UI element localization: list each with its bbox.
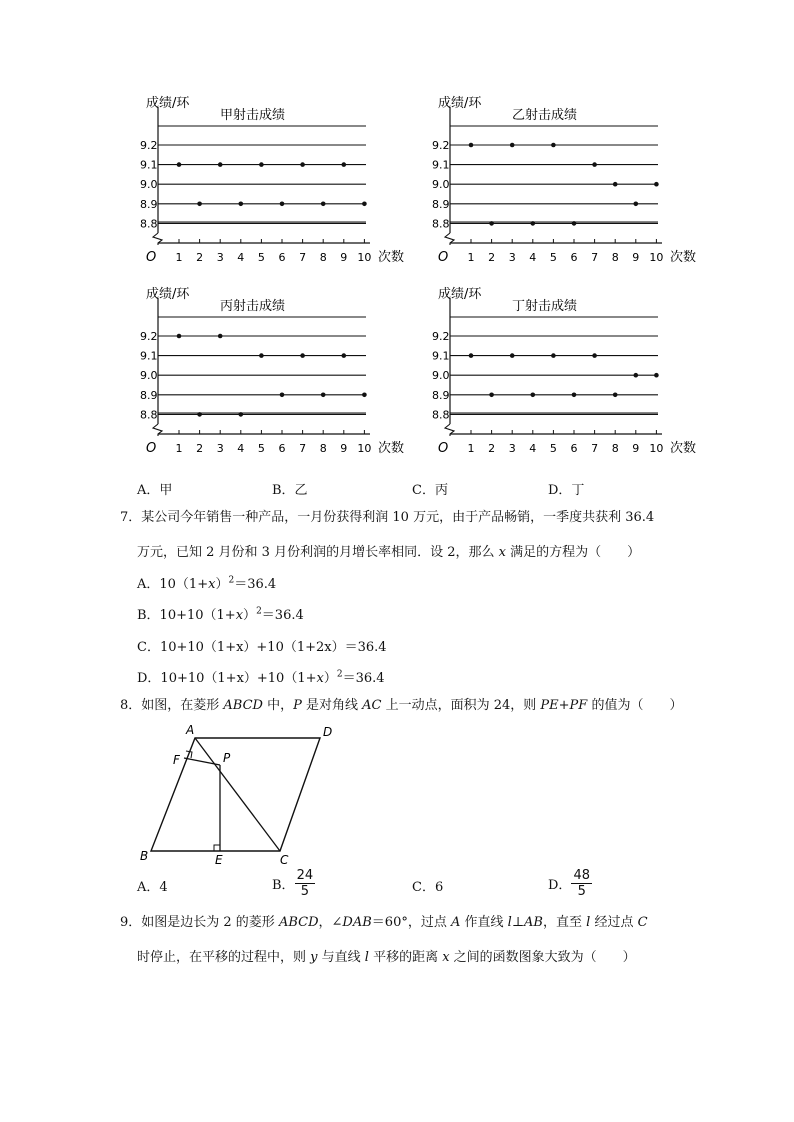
q9-text: 时停止，在平移的过程中，则	[137, 950, 311, 965]
x-tick-label: 3	[216, 442, 224, 455]
x-tick-label: 5	[549, 442, 557, 455]
data-point	[613, 393, 618, 398]
y-tick-label: 8.8	[432, 408, 450, 422]
q8-text: 是对角线	[301, 698, 363, 713]
y-tick-label: 8.9	[432, 197, 450, 211]
y-tick-label: 8.8	[140, 408, 158, 422]
data-point	[218, 334, 223, 339]
q7-text: 万元，已知 2 月份和 3 月份利润的月增长率相同．设 2，那么	[137, 545, 499, 560]
x-tick-label: 8	[319, 251, 327, 264]
x-tick-label: 7	[299, 251, 307, 264]
x-tick-label: 1	[467, 251, 475, 264]
q9-var: AB	[524, 915, 543, 930]
y-tick-label: 9.1	[140, 349, 158, 363]
q8-option-d[interactable]	[548, 868, 592, 899]
origin-label: O	[146, 250, 157, 265]
q8-var: ABCD	[223, 698, 263, 713]
origin-label: O	[146, 441, 157, 456]
data-point	[197, 412, 202, 417]
y-tick-label: 9.2	[140, 330, 158, 343]
x-tick-label: 3	[216, 251, 224, 264]
q9-var: ABCD	[278, 915, 319, 930]
q9-text: ，直至	[543, 915, 587, 930]
q8-opt-prefix: B．	[272, 878, 295, 893]
q7-opt-sup: 2	[228, 575, 235, 586]
q6-option-c[interactable]: C．丙	[412, 483, 448, 498]
diagonal-ac	[195, 738, 280, 851]
x-tick-label: 9	[632, 442, 640, 455]
chart-title: 乙射击成绩	[512, 108, 578, 123]
q7-opt-text: ）	[243, 608, 257, 623]
q8-text: 中，	[262, 698, 294, 713]
q9-text: 9．如图是边长为 2 的菱形	[120, 915, 279, 930]
data-point	[197, 202, 202, 207]
x-tick-label: 1	[467, 442, 475, 455]
q7-opt-text: ＝36.4	[234, 577, 277, 592]
y-tick-label: 8.8	[432, 217, 450, 231]
x-tick-label: 8	[319, 442, 327, 455]
x-tick-label: 9	[632, 251, 640, 264]
data-point	[592, 353, 597, 358]
x-tick-label: 8	[611, 251, 619, 264]
label-c: C	[280, 853, 289, 867]
data-point	[321, 393, 326, 398]
x-tick-label: 3	[508, 251, 516, 264]
data-point	[634, 202, 639, 207]
chart-jia	[140, 95, 420, 275]
fraction-numerator: 48	[573, 868, 590, 883]
label-a: A	[186, 723, 195, 737]
y-tick-label: 8.8	[140, 217, 158, 231]
q6-option-b[interactable]: B．乙	[272, 483, 308, 498]
x-tick-label: 2	[196, 442, 204, 455]
chart-ding	[432, 286, 712, 466]
y-tick-label: 9.0	[140, 178, 158, 192]
q9-text: ，∠	[318, 915, 343, 930]
x-tick-label: 9	[340, 442, 348, 455]
x-tick-label: 10	[649, 442, 664, 455]
label-d: D	[323, 725, 333, 739]
x-tick-label: 5	[257, 442, 265, 455]
x-tick-label: 4	[237, 251, 245, 264]
data-point	[300, 162, 305, 167]
label-e: E	[215, 853, 223, 867]
data-point	[239, 412, 244, 417]
q7-stem-line1: 7．某公司今年销售一种产品，一月份获得利润 10 万元，由于产品畅销，一季度共获利 36.4	[120, 510, 655, 525]
data-point	[177, 162, 182, 167]
data-point	[551, 353, 556, 358]
q7-option-c[interactable]: C．10+10（1+x）+10（1+2x）＝36.4	[137, 640, 387, 655]
x-tick-label: 4	[529, 251, 537, 264]
data-point	[531, 221, 536, 226]
origin-label: O	[438, 441, 449, 456]
y-tick-label: 9.1	[432, 158, 450, 172]
x-tick-label: 4	[237, 442, 245, 455]
data-point	[489, 221, 494, 226]
data-point	[634, 373, 639, 378]
chart-title: 丁射击成绩	[512, 299, 578, 314]
data-point	[510, 353, 515, 358]
y-tick-label: 9.0	[432, 369, 450, 383]
q9-stem-line2	[137, 946, 636, 965]
data-point	[510, 143, 515, 148]
q7-opt-var: x	[235, 608, 244, 623]
segment-pf	[184, 758, 220, 765]
x-tick-label: 10	[357, 251, 372, 264]
x-tick-label: 3	[508, 442, 516, 455]
q8-option-c[interactable]: C．6	[412, 880, 444, 895]
data-point	[177, 334, 182, 339]
y-tick-label: 8.9	[140, 197, 158, 211]
q8-text: 上一动点，面积为 24，则	[381, 698, 541, 713]
data-point	[489, 393, 494, 398]
x-tick-label: 7	[591, 251, 599, 264]
q9-text: ⊥	[511, 915, 525, 930]
q8-text: 8．如图，在菱形	[120, 698, 224, 713]
q6-option-a[interactable]: A．甲	[137, 483, 173, 498]
y-tick-label: 8.9	[140, 388, 158, 402]
origin-label: O	[438, 250, 449, 265]
chart-title: 甲射击成绩	[220, 108, 286, 123]
q9-text: 之间的函数图象大致为（ ）	[449, 950, 636, 965]
x-tick-label: 6	[278, 251, 286, 264]
chart-yi	[432, 95, 712, 275]
q7-option-b[interactable]	[137, 604, 304, 623]
q7-text: 满足的方程为（ ）	[505, 545, 641, 560]
q7-option-a[interactable]	[137, 573, 276, 592]
x-tick-label: 2	[488, 442, 496, 455]
data-point	[321, 202, 326, 207]
x-axis-label: 次数	[670, 441, 697, 456]
q8-var: PE+PF	[540, 698, 588, 713]
q6-option-d[interactable]: D．丁	[548, 483, 585, 498]
x-tick-label: 6	[570, 251, 578, 264]
q8-var: AC	[362, 698, 382, 713]
data-point	[259, 353, 264, 358]
q8-stem	[120, 697, 683, 715]
chart-title: 丙射击成绩	[220, 299, 286, 314]
x-tick-label: 10	[649, 251, 664, 264]
q7-opt-text: ＝36.4	[342, 671, 385, 686]
y-tick-label: 9.1	[140, 158, 158, 172]
fraction-denominator: 5	[577, 884, 586, 899]
x-tick-label: 2	[488, 251, 496, 264]
x-tick-label: 5	[257, 251, 265, 264]
q7-opt-text: ）	[323, 671, 337, 686]
x-tick-label: 10	[357, 442, 372, 455]
x-tick-label: 4	[529, 442, 537, 455]
data-point	[551, 143, 556, 148]
q9-var: A	[450, 915, 461, 930]
q7-opt-text: D．10+10（1+x）+10（1+	[137, 671, 317, 686]
q8-option-a[interactable]: A．4	[137, 880, 168, 895]
q9-text: 经过点	[590, 915, 638, 930]
data-point	[469, 143, 474, 148]
data-point	[469, 353, 474, 358]
x-axis-label: 次数	[378, 250, 405, 265]
data-point	[280, 202, 285, 207]
q8-opt-prefix: D．	[548, 878, 572, 893]
data-point	[362, 393, 367, 398]
q9-text: ＝60°，过点	[371, 915, 451, 930]
data-point	[572, 393, 577, 398]
x-tick-label: 1	[175, 442, 183, 455]
q8-text: 的值为（ ）	[587, 698, 683, 713]
q8-option-b[interactable]	[272, 868, 315, 899]
x-tick-label: 6	[278, 442, 286, 455]
right-angle-e	[214, 845, 220, 851]
q7-opt-text: ）	[215, 577, 229, 592]
fraction-48-5	[571, 868, 592, 899]
q9-var: l	[364, 950, 369, 965]
y-tick-label: 9.2	[140, 139, 158, 152]
label-p: P	[223, 751, 231, 765]
q7-opt-sup: 2	[336, 669, 343, 680]
chart-bing	[140, 286, 420, 466]
q8-var: P	[293, 698, 302, 713]
x-axis-label: 次数	[670, 250, 697, 265]
x-tick-label: 9	[340, 251, 348, 264]
x-tick-label: 7	[591, 442, 599, 455]
data-point	[654, 182, 659, 187]
y-tick-label: 9.0	[140, 369, 158, 383]
q7-option-d[interactable]	[137, 667, 385, 686]
label-b: B	[140, 849, 149, 863]
data-point	[342, 162, 347, 167]
q8-rhombus-figure	[135, 720, 345, 870]
data-point	[362, 202, 367, 207]
q9-var: y	[310, 950, 318, 965]
q9-text: 作直线	[460, 915, 508, 930]
data-point	[280, 393, 285, 398]
q7-stem-line2	[137, 541, 640, 560]
data-point	[654, 373, 659, 378]
q9-var: C	[637, 915, 648, 930]
q7-opt-text: B．10+10（1+	[137, 608, 236, 623]
data-point	[613, 182, 618, 187]
fraction-denominator: 5	[300, 884, 309, 899]
x-tick-label: 8	[611, 442, 619, 455]
data-point	[259, 162, 264, 167]
q7-opt-var: x	[208, 577, 216, 592]
y-tick-label: 9.0	[432, 178, 450, 192]
y-tick-label: 9.1	[432, 349, 450, 363]
x-tick-label: 5	[549, 251, 557, 264]
q7-opt-sup: 2	[256, 606, 262, 617]
q7-opt-text: A．10（1+	[137, 577, 209, 592]
data-point	[300, 353, 305, 358]
y-tick-label: 8.9	[432, 388, 450, 402]
q9-text: 平移的距离	[368, 950, 443, 965]
label-f: F	[173, 753, 180, 767]
q9-stem-line1	[120, 914, 680, 932]
data-point	[342, 353, 347, 358]
q7-var: x	[498, 545, 506, 560]
y-axis-label: 成绩/环	[146, 96, 190, 111]
x-tick-label: 7	[299, 442, 307, 455]
x-tick-label: 2	[196, 251, 204, 264]
q9-var: DAB	[342, 915, 372, 930]
data-point	[218, 162, 223, 167]
q9-text: 与直线	[317, 950, 365, 965]
data-point	[531, 393, 536, 398]
q9-var: l	[507, 915, 512, 930]
data-point	[592, 162, 597, 167]
y-axis-label: 成绩/环	[438, 96, 482, 111]
y-tick-label: 9.2	[432, 139, 450, 152]
y-tick-label: 9.2	[432, 330, 450, 343]
y-axis-label: 成绩/环	[438, 287, 482, 302]
data-point	[239, 202, 244, 207]
x-tick-label: 1	[175, 251, 183, 264]
fraction-24-5	[295, 868, 316, 899]
q7-opt-text: ＝36.4	[261, 608, 304, 623]
y-axis-label: 成绩/环	[146, 287, 190, 302]
x-tick-label: 6	[570, 442, 578, 455]
fraction-numerator: 24	[296, 868, 314, 883]
q9-var: x	[442, 950, 450, 965]
q7-opt-var: x	[316, 671, 324, 686]
x-axis-label: 次数	[378, 441, 405, 456]
data-point	[572, 221, 577, 226]
q9-var: l	[586, 915, 591, 930]
